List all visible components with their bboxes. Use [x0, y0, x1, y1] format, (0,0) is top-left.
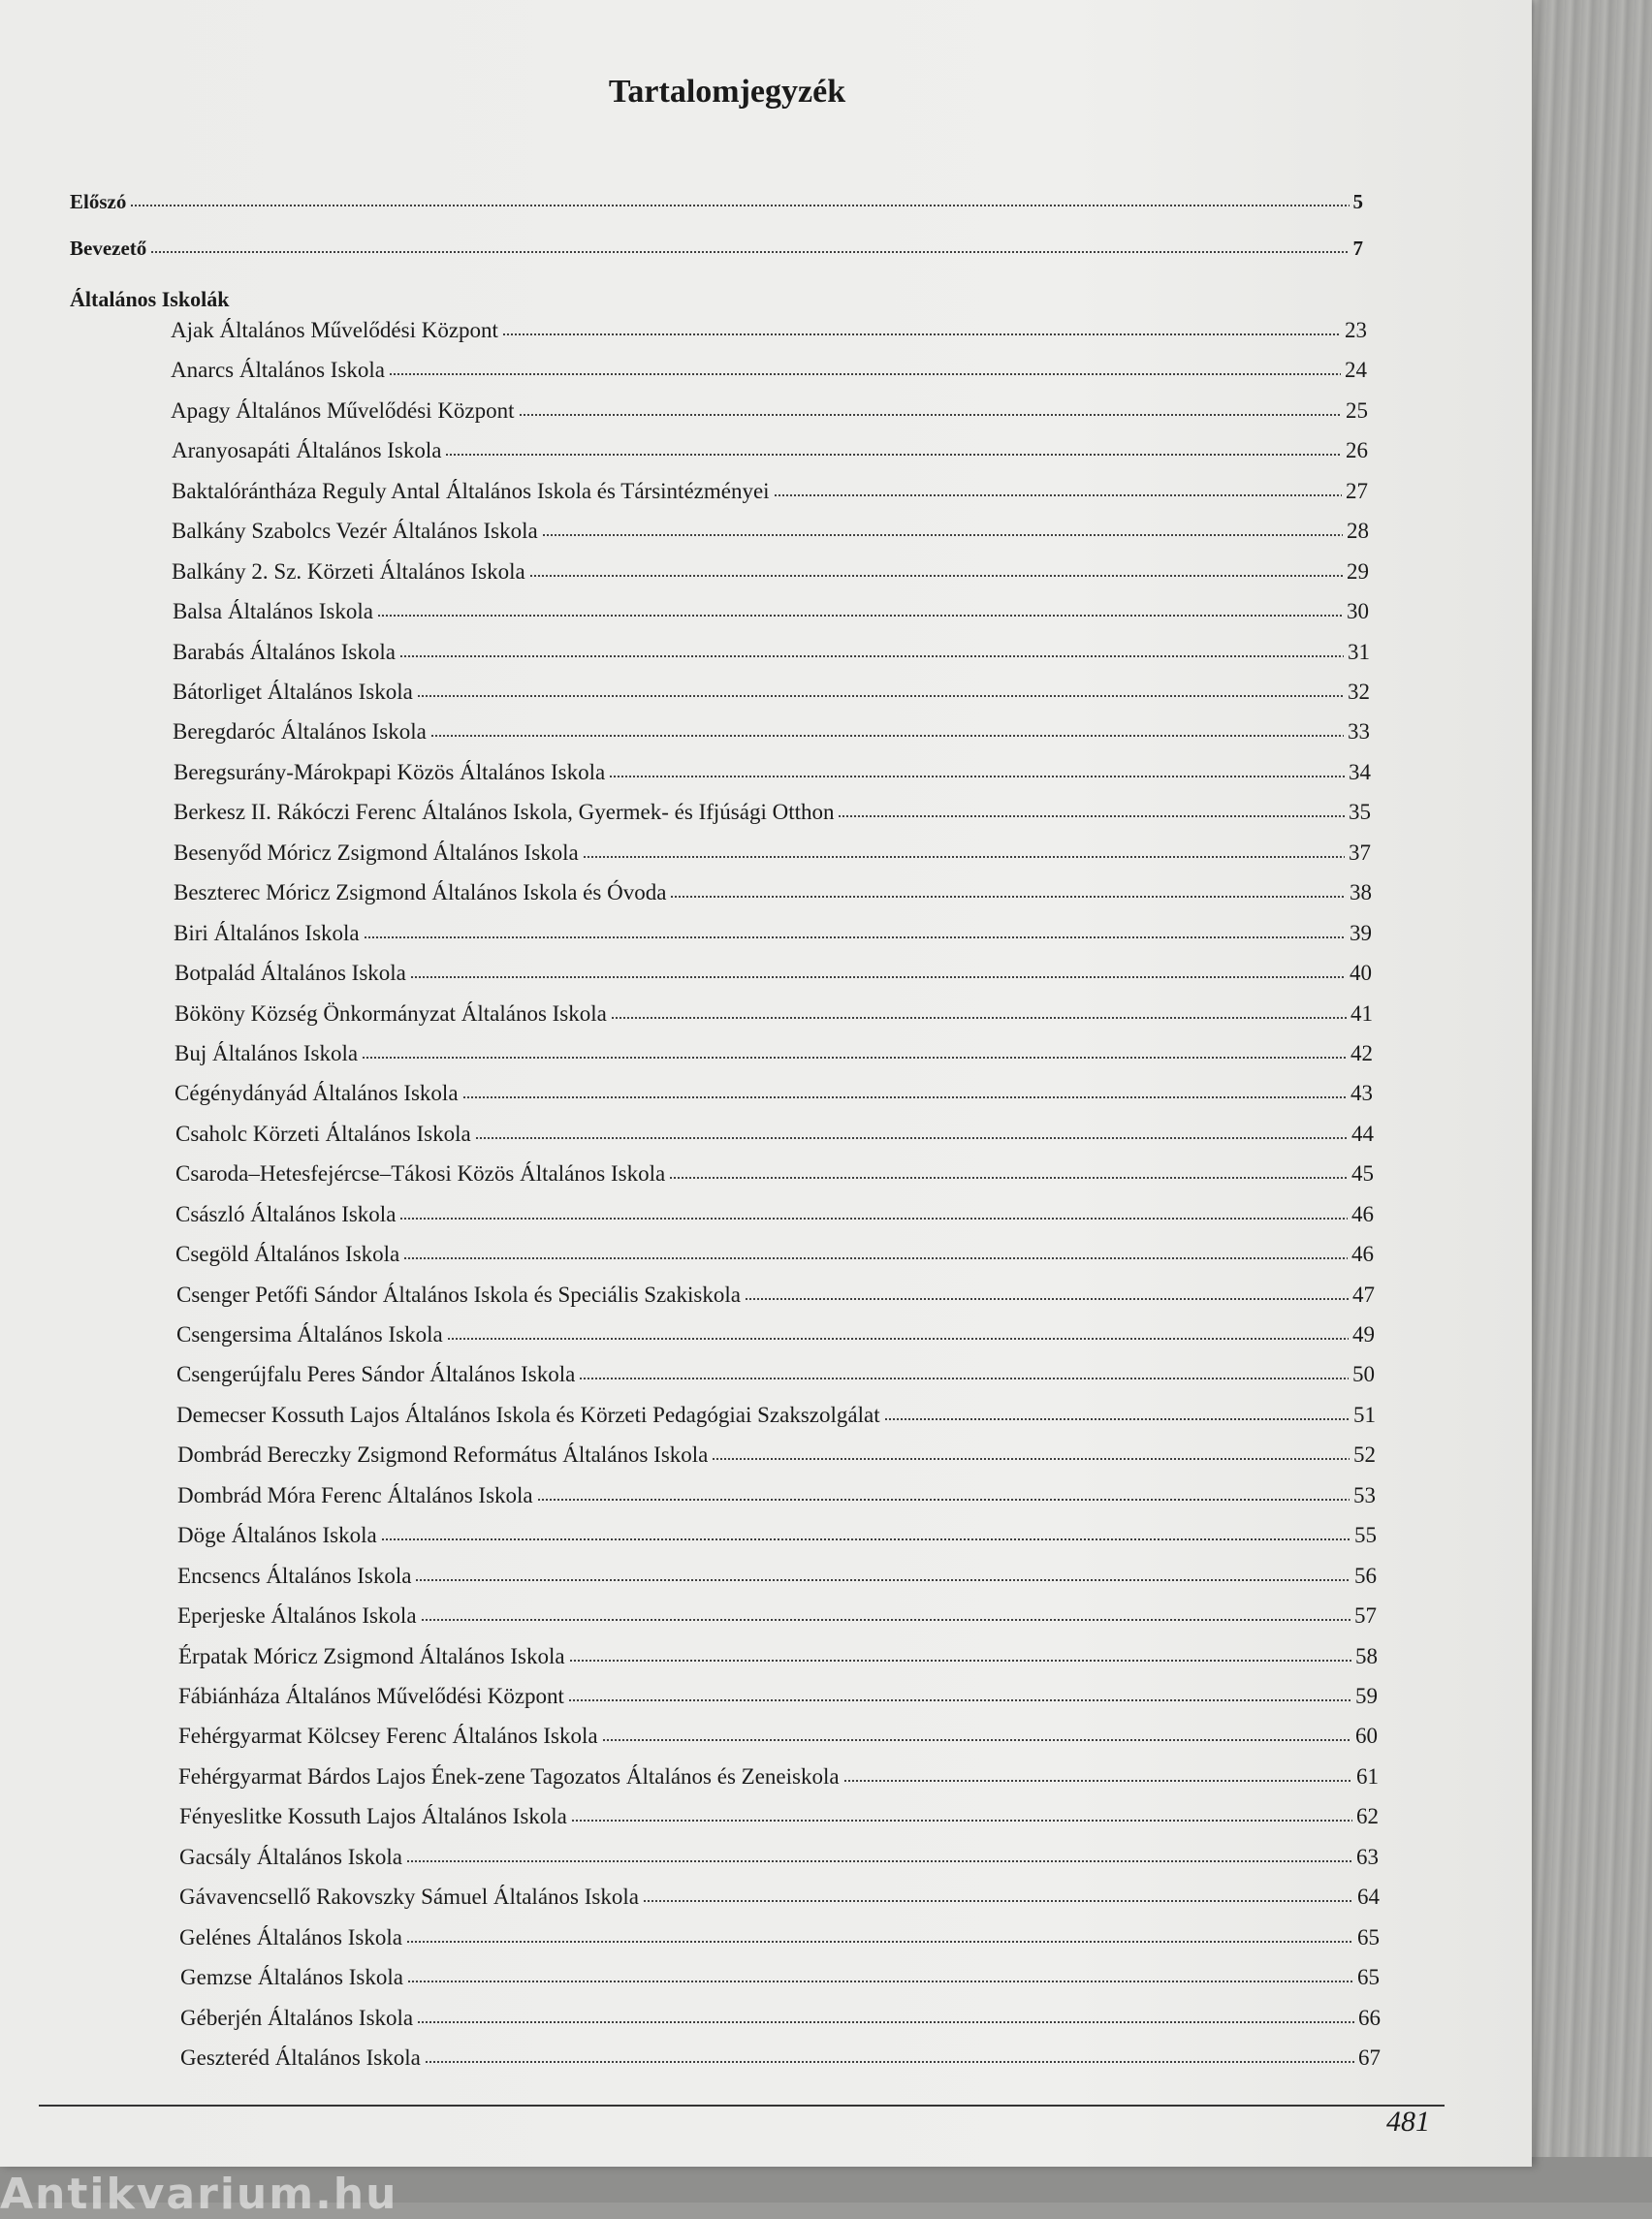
toc-entry-label: Encsencs Általános Iskola	[177, 1564, 412, 1588]
toc-entry-page: 42	[1350, 1041, 1373, 1065]
dot-leader	[838, 814, 1345, 820]
toc-entry-label: Gávavencsellő Rakovszky Sámuel Általános Iskola	[179, 1885, 639, 1909]
toc-entry-label: Csaholc Körzeti Általános Iskola	[175, 1122, 471, 1146]
toc-entry-label: Besenyőd Móricz Zsigmond Általános Iskola	[174, 840, 579, 865]
toc-entry-page: 66	[1358, 2006, 1381, 2030]
toc-entry-label: Balkány Szabolcs Vezér Általános Iskola	[172, 519, 538, 543]
toc-entry	[172, 519, 1369, 544]
dot-leader	[415, 1578, 1350, 1584]
toc-entry	[175, 961, 1372, 986]
toc-entry-page: 27	[1346, 479, 1368, 503]
toc-entry	[172, 438, 1368, 463]
dot-leader	[407, 1980, 1353, 1985]
dot-leader	[537, 1498, 1350, 1504]
toc-entry-page: 39	[1350, 921, 1372, 945]
dot-leader	[445, 453, 1342, 459]
toc-entry-page: 64	[1357, 1885, 1380, 1909]
toc-entry	[179, 1845, 1379, 1870]
dot-leader	[150, 250, 1349, 256]
toc-entry-label: Ajak Általános Művelődési Központ	[171, 318, 498, 342]
toc-entry	[171, 358, 1367, 383]
toc-entry	[175, 1242, 1374, 1267]
dot-leader	[421, 1618, 1350, 1624]
toc-entry-label: Balkány 2. Sz. Körzeti Általános Iskola	[172, 559, 525, 584]
dot-leader	[410, 975, 1346, 981]
toc-entry	[173, 719, 1370, 745]
toc-entry	[177, 1483, 1376, 1508]
dot-leader	[399, 654, 1344, 660]
toc-entry-label: Gacsály Általános Iskola	[179, 1845, 402, 1869]
toc-entry	[179, 1885, 1380, 1910]
dot-leader	[583, 855, 1345, 861]
toc-entry-page: 25	[1346, 398, 1368, 423]
toc-entry-label: Fábiánháza Általános Művelődési Központ	[178, 1684, 564, 1708]
toc-entry-label: Fényeslitke Kossuth Lajos Általános Iskola	[179, 1804, 567, 1828]
section-heading: Általános Iskolák	[70, 287, 230, 311]
toc-entry-label: Eperjeske Általános Iskola	[177, 1603, 417, 1628]
toc-entry-page: 52	[1353, 1442, 1376, 1467]
toc-entry-page: 50	[1352, 1362, 1375, 1386]
toc-entry-page: 37	[1349, 840, 1371, 865]
toc-entry-label: Beszterec Móricz Zsigmond Általános Iskola és Óvoda	[174, 880, 667, 904]
dot-leader	[417, 2020, 1354, 2026]
toc-entry-page: 31	[1348, 640, 1370, 664]
dot-leader	[745, 1297, 1349, 1303]
toc-entry	[177, 1564, 1377, 1589]
toc-entry-page: 45	[1351, 1161, 1374, 1186]
dot-leader	[569, 1659, 1351, 1664]
toc-entry-label: Csenger Petőfi Sándor Általános Iskola és Speciális Szakiskola	[176, 1283, 741, 1307]
toc-entry-page: 47	[1352, 1283, 1375, 1307]
toc-entry	[178, 1644, 1378, 1669]
toc-entry-page: 7	[1352, 237, 1363, 260]
toc-entry	[176, 1362, 1375, 1387]
footer-rule	[39, 2105, 1445, 2107]
toc-entry-page: 24	[1345, 358, 1367, 382]
dot-leader	[406, 1940, 1353, 1946]
toc-entry	[177, 1442, 1376, 1468]
toc-entry	[176, 1322, 1375, 1347]
toc-entry-page: 57	[1354, 1603, 1377, 1628]
toc-entry-page: 26	[1346, 438, 1368, 462]
toc-entry	[173, 680, 1370, 705]
toc-entry-label: Csegöld Általános Iskola	[175, 1242, 400, 1266]
toc-entry-page: 67	[1358, 2045, 1381, 2070]
toc-entry	[177, 1523, 1377, 1548]
dot-leader	[389, 372, 1341, 378]
page-title: Tartalomjegyzék	[608, 74, 846, 110]
toc-entry-label: Geszteréd Általános Iskola	[180, 2045, 421, 2070]
toc-entry	[175, 1041, 1373, 1066]
toc-entry-label: Fehérgyarmat Kölcsey Ferenc Általános Iskola	[178, 1724, 598, 1748]
toc-entry-label: Érpatak Móricz Zsigmond Általános Iskola	[178, 1644, 565, 1668]
dot-leader	[568, 1698, 1351, 1704]
toc-entry-label: Előszó	[70, 190, 127, 213]
dot-leader	[364, 935, 1346, 941]
toc-entry-label: Csaroda–Hetesfejércse–Tákosi Közös Általános Iskola	[175, 1161, 666, 1186]
dot-leader	[462, 1095, 1347, 1101]
dot-leader	[670, 895, 1346, 901]
watermark-text: Antikvarium.hu	[0, 2170, 398, 2219]
dot-leader	[475, 1136, 1348, 1142]
toc-entry-label: Dombrád Móra Ferenc Általános Iskola	[177, 1483, 533, 1507]
toc-entry	[173, 599, 1369, 624]
toc-entry	[171, 318, 1367, 343]
dot-leader	[519, 413, 1342, 419]
toc-entry-page: 56	[1354, 1564, 1377, 1588]
toc-entry	[176, 1283, 1375, 1308]
toc-entry	[180, 1965, 1380, 1990]
dot-leader	[502, 333, 1341, 338]
toc-top-entry	[70, 190, 1363, 214]
toc-entry	[175, 1081, 1373, 1106]
toc-entry-label: Beregsurány-Márokpapi Közös Általános Iskola	[174, 760, 606, 784]
toc-entry-page: 65	[1357, 1965, 1380, 1989]
toc-entry-label: Balsa Általános Iskola	[173, 599, 373, 623]
dot-leader	[611, 1016, 1347, 1022]
toc-entry-page: 32	[1348, 680, 1370, 704]
toc-entry	[177, 1603, 1377, 1629]
page-number: 481	[1386, 2106, 1430, 2138]
dot-leader	[381, 1537, 1350, 1543]
toc-top-entry	[70, 237, 1363, 261]
dot-leader	[542, 533, 1343, 539]
toc-entry-label: Géberjén Általános Iskola	[180, 2006, 414, 2030]
dot-leader	[425, 2060, 1354, 2066]
toc-entry-label: Gemzse Általános Iskola	[180, 1965, 403, 1989]
toc-entry-page: 55	[1354, 1523, 1377, 1547]
dot-leader	[774, 493, 1342, 499]
toc-entry	[178, 1684, 1378, 1709]
toc-entry	[171, 398, 1368, 424]
toc-entry	[179, 1804, 1379, 1829]
toc-entry-label: Baktalórántháza Reguly Antal Általános Iskola és Társintézményei	[172, 479, 770, 503]
toc-entry-label: Buj Általános Iskola	[175, 1041, 359, 1065]
toc-entry-page: 46	[1351, 1242, 1374, 1266]
toc-entry-page: 46	[1351, 1202, 1374, 1226]
toc-entry	[174, 800, 1371, 825]
toc-entry	[178, 1724, 1378, 1749]
dot-leader	[406, 1859, 1352, 1865]
toc-entry	[174, 840, 1371, 866]
toc-entry-page: 30	[1347, 599, 1369, 623]
toc-entry-label: Barabás Általános Iskola	[173, 640, 396, 664]
toc-entry-page: 34	[1349, 760, 1371, 784]
dot-leader	[669, 1176, 1348, 1182]
dot-leader	[529, 574, 1343, 580]
toc-entry-page: 59	[1355, 1684, 1378, 1708]
toc-entry	[175, 1001, 1373, 1027]
toc-entry-page: 49	[1352, 1322, 1375, 1347]
toc-entry-label: Demecser Kossuth Lajos Általános Iskola és Körzeti Pedagógiai Szakszolgálat	[176, 1403, 880, 1427]
dot-leader	[362, 1056, 1347, 1062]
background-surface	[1512, 0, 1652, 2203]
toc-entry-page: 44	[1351, 1122, 1374, 1146]
toc-entry	[172, 559, 1369, 585]
toc-entry-label: Biri Általános Iskola	[174, 921, 360, 945]
toc-entry-page: 33	[1348, 719, 1370, 744]
toc-entry-label: Aranyosapáti Általános Iskola	[172, 438, 442, 462]
dot-leader	[643, 1899, 1353, 1905]
toc-entry-label: Berkesz II. Rákóczi Ferenc Általános Iskola, Gyermek- és Ifjúsági Otthon	[174, 800, 835, 824]
dot-leader	[417, 694, 1344, 700]
toc-entry-page: 60	[1355, 1724, 1378, 1748]
toc-entry	[175, 1122, 1374, 1147]
toc-entry	[174, 880, 1372, 905]
dot-leader	[130, 204, 1349, 209]
toc-entry-page: 28	[1347, 519, 1369, 543]
toc-entry	[174, 760, 1371, 785]
dot-leader	[377, 614, 1343, 619]
toc-entry-label: Bátorliget Általános Iskola	[173, 680, 413, 704]
toc-entry-label: Csengersima Általános Iskola	[176, 1322, 443, 1347]
toc-entry	[180, 2045, 1381, 2071]
toc-entry	[178, 1764, 1379, 1790]
toc-entry-label: Döge Általános Iskola	[177, 1523, 377, 1547]
toc-entry-label: Császló Általános Iskola	[175, 1202, 397, 1226]
toc-entry-page: 53	[1353, 1483, 1376, 1507]
toc-entry	[172, 479, 1368, 504]
toc-entry-label: Gelénes Általános Iskola	[179, 1925, 402, 1950]
toc-entry-label: Botpalád Általános Iskola	[175, 961, 406, 985]
dot-leader	[712, 1457, 1350, 1463]
toc-entry-page: 58	[1355, 1644, 1378, 1668]
toc-entry-page: 35	[1349, 800, 1371, 824]
dot-leader	[571, 1819, 1352, 1824]
dot-leader	[399, 1217, 1348, 1222]
dot-leader	[602, 1738, 1351, 1744]
toc-entry-page: 23	[1345, 318, 1367, 342]
toc-entry-label: Fehérgyarmat Bárdos Lajos Ének-zene Tagozatos Általános és Zeneiskola	[178, 1764, 840, 1789]
toc-entry	[176, 1403, 1376, 1428]
toc-entry-page: 5	[1352, 190, 1363, 213]
toc-entry-page: 41	[1350, 1001, 1373, 1026]
toc-entry	[180, 2006, 1381, 2031]
toc-entry-page: 38	[1350, 880, 1372, 904]
toc-entry-label: Beregdaróc Általános Iskola	[173, 719, 427, 744]
dot-leader	[843, 1779, 1352, 1785]
toc-entry-label: Csengerújfalu Peres Sándor Általános Iskola	[176, 1362, 576, 1386]
toc-entry	[173, 640, 1370, 665]
dot-leader	[609, 775, 1345, 780]
toc-entry	[175, 1161, 1374, 1187]
toc-entry-page: 51	[1353, 1403, 1376, 1427]
toc-entry	[175, 1202, 1374, 1227]
toc-entry-label: Cégénydányád Általános Iskola	[175, 1081, 459, 1105]
toc-entry-label: Anarcs Általános Iskola	[171, 358, 385, 382]
toc-entry-page: 62	[1356, 1804, 1379, 1828]
dot-leader	[447, 1337, 1349, 1343]
toc-entry-label: Bevezető	[70, 237, 147, 260]
toc-entry-label: Apagy Általános Művelődési Központ	[171, 398, 515, 423]
toc-entry-page: 29	[1347, 559, 1369, 584]
dot-leader	[884, 1417, 1350, 1423]
toc-entry	[174, 921, 1372, 946]
toc-entry-page: 61	[1356, 1764, 1379, 1789]
dot-leader	[430, 734, 1344, 740]
toc-entry-label: Bököny Község Önkormányzat Általános Iskola	[175, 1001, 607, 1026]
toc-entry-page: 40	[1350, 961, 1372, 985]
toc-entry-label: Dombrád Bereczky Zsigmond Református Általános Iskola	[177, 1442, 709, 1467]
dot-leader	[403, 1256, 1348, 1262]
dot-leader	[579, 1377, 1349, 1382]
toc-entry	[179, 1925, 1380, 1950]
toc-entry-page: 63	[1356, 1845, 1379, 1869]
toc-entry-page: 43	[1350, 1081, 1373, 1105]
toc-entry-page: 65	[1357, 1925, 1380, 1950]
